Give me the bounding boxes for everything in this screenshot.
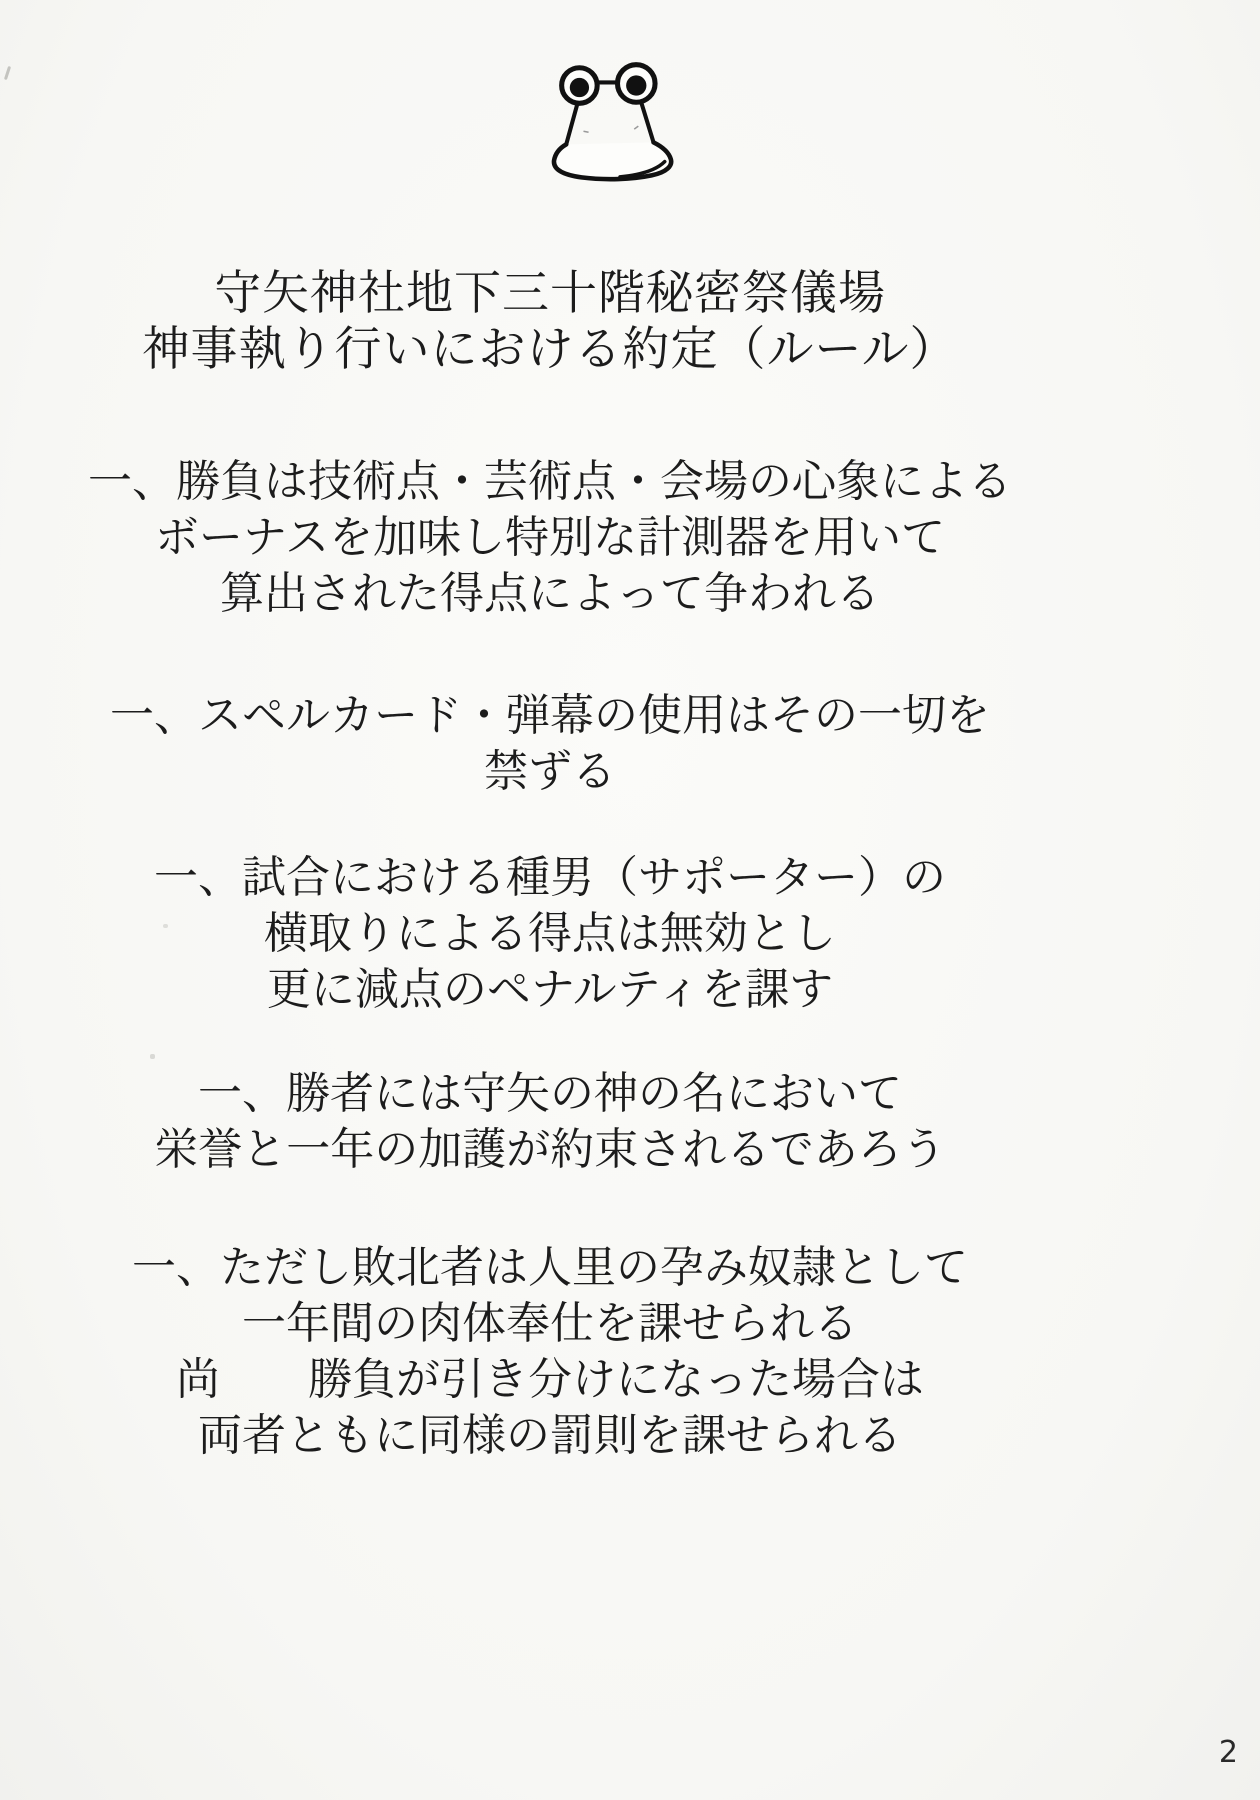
rule-line: 禁ずる [484, 746, 616, 797]
rule-line: 一、ただし敗北者は人里の孕み奴隷として [132, 1242, 968, 1293]
rule-line: 尚 勝負が引き分けになった場合は [176, 1354, 924, 1405]
rule-item-3 [0, 850, 1100, 1018]
frog-icon [543, 52, 693, 184]
scan-speckle [150, 1054, 155, 1059]
rule-line: 算出された得点によって争われる [220, 568, 880, 619]
rule-line: 一、勝者には守矢の神の名において [198, 1068, 902, 1119]
rule-item-1 [0, 454, 1100, 622]
rule-line: 両者ともに同様の罰則を課せられる [198, 1410, 902, 1461]
rule-line: 一年間の肉体奉仕を課せられる [242, 1298, 858, 1349]
title-line-1: 守矢神社地下三十階秘密祭儀場 [214, 266, 886, 321]
scan-speckle [4, 66, 11, 80]
rule-line: 一、勝負は技術点・芸術点・会場の心象による [88, 456, 1012, 507]
document-title [0, 266, 1100, 378]
rule-item-5 [0, 1240, 1100, 1464]
title-line-2: 神事執り行いにおける約定（ルール） [142, 322, 958, 377]
page-number: 2 [1218, 1735, 1238, 1770]
rule-line: 一、スペルカード・弾幕の使用はその一切を [110, 690, 990, 741]
rule-line: 栄誉と一年の加護が約束されるであろう [154, 1124, 946, 1175]
scan-speckle [163, 924, 168, 928]
rule-item-2 [0, 688, 1100, 800]
rules-document [0, 266, 1100, 1464]
rule-item-4 [0, 1066, 1100, 1178]
rule-line: ボーナスを加味し特別な計測器を用いて [154, 512, 946, 563]
rule-line: 横取りによる得点は無効とし [264, 908, 836, 959]
rule-line: 一、試合における種男（サポーター）の [154, 852, 946, 903]
rule-line: 更に減点のペナルティを課す [266, 964, 834, 1015]
